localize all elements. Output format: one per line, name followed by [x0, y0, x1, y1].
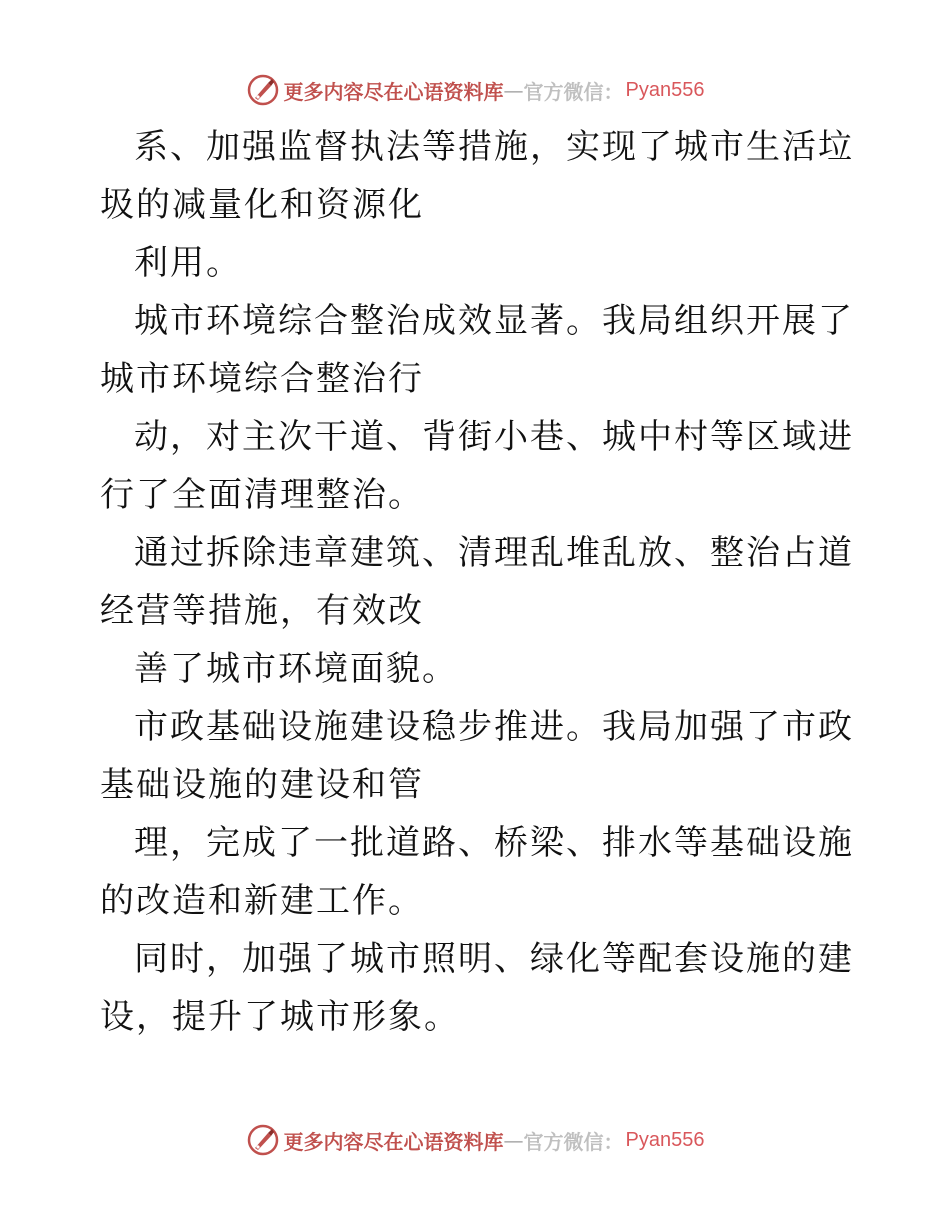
- header-wechat-id: Pyan556: [625, 78, 705, 101]
- header-watermark: [0, 70, 950, 110]
- document-body: [100, 118, 860, 1046]
- header-separator: —: [503, 78, 524, 102]
- footer-site-text: 更多内容尽在心语资料库: [283, 1129, 504, 1154]
- footer-separator: —: [503, 1128, 524, 1152]
- paragraph: 通过拆除违章建筑、清理乱堆乱放、整治占道经营等措施，有效改: [100, 533, 854, 631]
- footer-wechat-id: Pyan556: [625, 1128, 705, 1151]
- paragraph: 系、加强监督执法等措施，实现了城市生活垃圾的减量化和资源化: [100, 127, 854, 225]
- paragraph: 利用。: [134, 243, 242, 283]
- paragraph: 同时，加强了城市照明、绿化等配套设施的建设，提升了城市形象。: [100, 939, 854, 1037]
- paragraph: 市政基础设施建设稳步推进。我局加强了市政基础设施的建设和管: [100, 707, 854, 805]
- header-site-text: 更多内容尽在心语资料库: [283, 79, 504, 104]
- footer-wechat-label: 官方微信：: [523, 1129, 624, 1154]
- footer-watermark: [0, 1120, 950, 1160]
- paragraph: 动，对主次干道、背街小巷、城中村等区域进行了全面清理整治。: [100, 417, 854, 515]
- pen-logo-icon: [246, 73, 280, 107]
- paragraph: 善了城市环境面貌。: [134, 649, 458, 689]
- pen-logo-icon: [246, 1123, 280, 1157]
- paragraph: 理，完成了一批道路、桥梁、排水等基础设施的改造和新建工作。: [100, 823, 854, 921]
- header-wechat-label: 官方微信：: [523, 79, 624, 104]
- paragraph: 城市环境综合整治成效显著。我局组织开展了城市环境综合整治行: [100, 301, 854, 399]
